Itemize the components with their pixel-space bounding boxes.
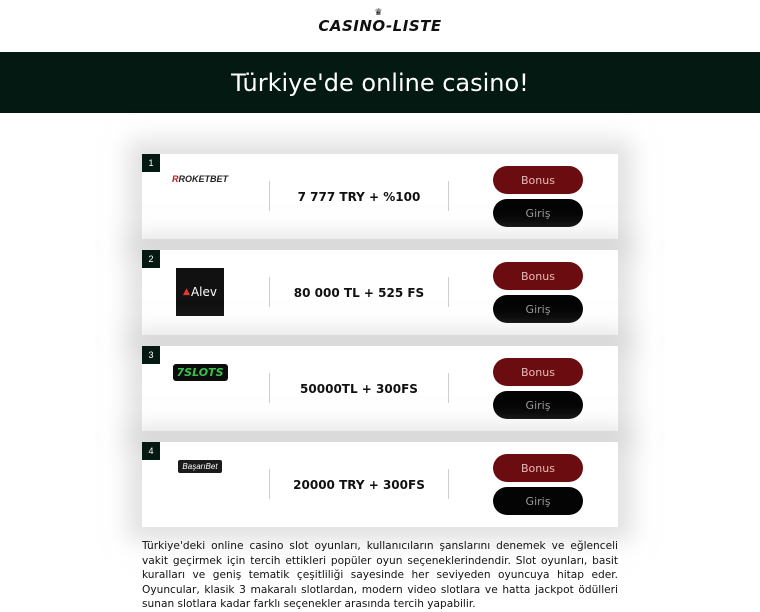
bonus-offer: 80 000 TL + 525 FS [293, 285, 425, 300]
bonus-offer: 50000TL + 300FS [300, 381, 418, 396]
divider [448, 469, 449, 499]
casino-card [142, 154, 618, 239]
bonus-button[interactable]: Bonus [493, 262, 583, 290]
giris-button[interactable]: Giriş [493, 199, 583, 227]
flame-icon: ▲ [183, 287, 190, 297]
roketbet-logo[interactable]: RROKETBET [172, 174, 228, 184]
7slots-logo[interactable] [175, 364, 225, 414]
rank-badge: 3 [142, 346, 160, 364]
giris-button[interactable]: Giriş [493, 295, 583, 323]
alev-logo[interactable] [175, 268, 225, 318]
article-text: Türkiye'deki online casino slot oyunları, kullanıcıların şanslarını denemek ve eğlenceli vakit geçirmek için tercih ettikleri popüler oyun seçeneklerindendir. Slot oyunları, basit kuralları ve geniş tematik çeşitliliği sayesinde her seviyeden oyuncuya hitap eder. Oyuncular, klasik 3 makaralı slotlardan, modern video slotlara ve hatta jackpot ödülleri sunan slotlara kadar farklı seçenekler arasında tercih yapabilir. [142, 540, 618, 610]
rank-badge: 4 [142, 442, 160, 460]
bonus-offer: 7 777 TRY + %100 [297, 189, 421, 204]
divider [448, 181, 449, 211]
brand-name: BaşarıBet [178, 460, 221, 473]
site-logo[interactable] [318, 8, 442, 35]
brand-name: ROKETBET [178, 174, 228, 184]
hero-banner [0, 52, 760, 113]
divider [448, 277, 449, 307]
brand-name: 7SLOTS [173, 364, 228, 381]
casino-card [142, 346, 618, 431]
bonus-button[interactable]: Bonus [493, 454, 583, 482]
giris-button[interactable]: Giriş [493, 487, 583, 515]
basaribet-logo[interactable] [175, 460, 225, 510]
site-header [0, 0, 760, 52]
giris-button[interactable]: Giriş [493, 391, 583, 419]
rank-badge: 1 [142, 154, 160, 172]
bonus-offer: 20000 TRY + 300FS [293, 477, 425, 492]
site-logo-text: CASINO-LISTE [318, 17, 442, 35]
rank-badge: 2 [142, 250, 160, 268]
bonus-button[interactable]: Bonus [493, 166, 583, 194]
brand-name: Alev [190, 285, 217, 299]
page-title: Türkiye'de online casino! [231, 68, 529, 97]
casino-card [142, 442, 618, 527]
crown-icon: ♛ [374, 8, 383, 18]
divider [448, 373, 449, 403]
bonus-button[interactable]: Bonus [493, 358, 583, 386]
casino-card [142, 250, 618, 335]
